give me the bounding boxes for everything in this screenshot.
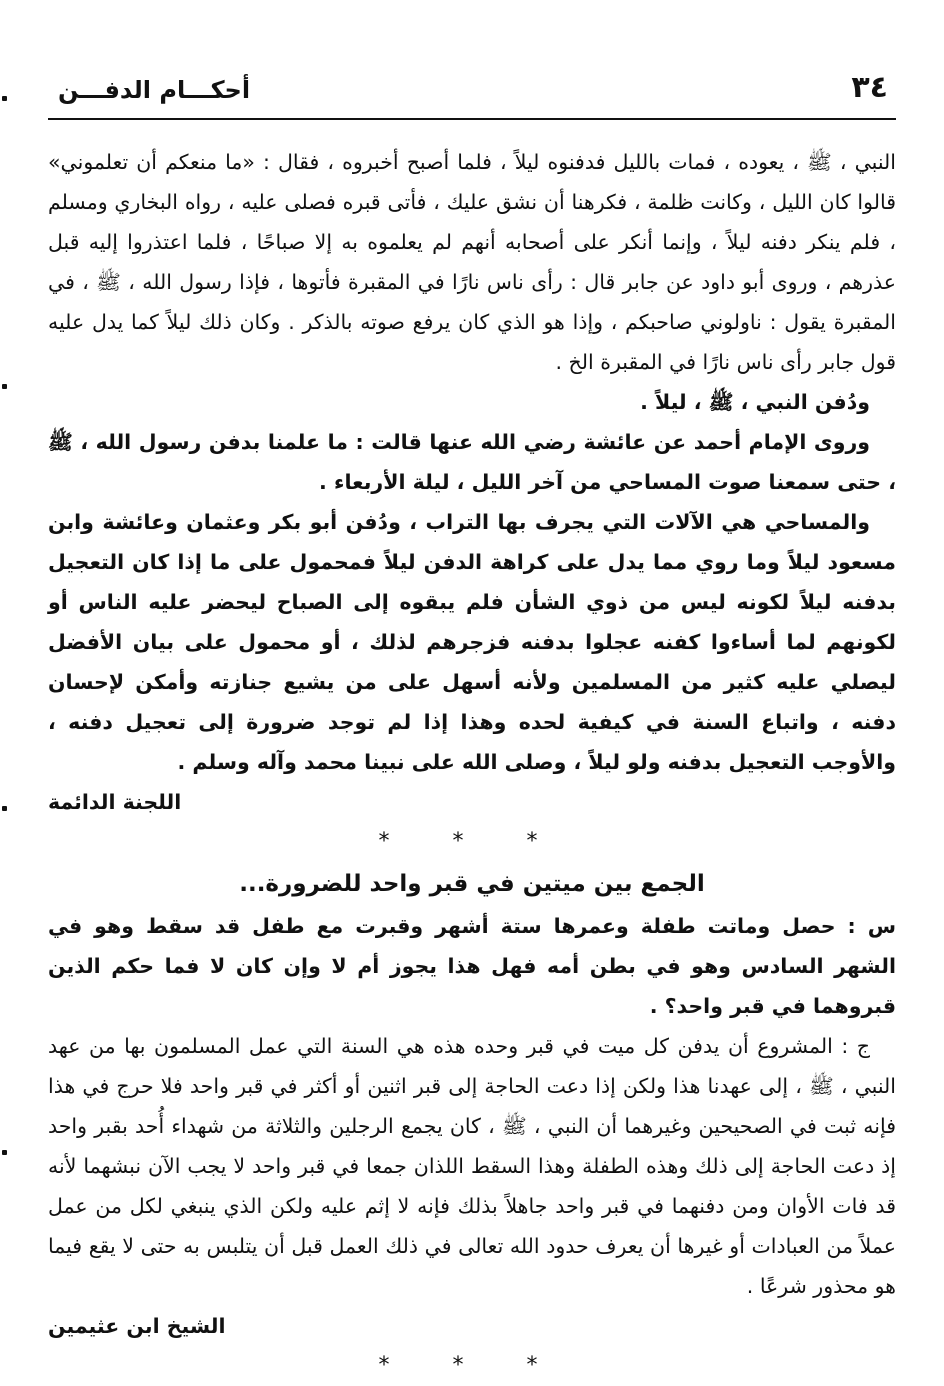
paragraph: ودُفن النبي ، ﷺ ، ليلاً . [640, 390, 870, 414]
question: س : حصل وماتت طفلة وعمرها ستة أشهر وقبرت مع طفل قد سقط وهو في الشهر السادس وهو في بطن أمه فهل هذا يجوز أم لا وإن كان لا فما حكم الذين قبروهما في قبر واحد؟ . [48, 914, 896, 1018]
separator: * * * [378, 1353, 566, 1378]
margin-mark [2, 806, 7, 811]
header-rule [48, 118, 896, 120]
signature: اللجنة الدائمة [48, 790, 182, 814]
section-heading: الجمع بين ميتين في قبر واحد للضرورة... [239, 871, 705, 897]
margin-mark [2, 1150, 7, 1155]
signature: الشيخ ابن عثيمين [48, 1314, 226, 1338]
margin-mark [2, 96, 7, 101]
page-header [48, 70, 896, 114]
answer: ج : المشروع أن يدفن كل ميت في قبر وحده هذه هي السنة التي عمل المسلمون بها من عهد النبي ، ﷺ ، إلى عهدنا هذا ولكن إذا دعت الحاجة إلى قبر اثنين أو أكثر في قبر واحد فلا حرج في هذا فإنه ثبت في الصحيحين وغيرهما أن النبي ، ﷺ ، كان يجمع الرجلين والثلاثة من شهداء أُحد بقبر واحد إذ دعت الحاجة إلى ذلك وهذه الطفلة وهذا السقط اللذان جمعا في قبر واحد لا يجب الآن نبشهما لأنه قد فات الأوان ومن دفنهما في قبر واحد جاهلاً بذلك فإنه لا إثم عليه ولكن الذي ينبغي لكل من عمل عملاً من العبادات أو غيرها أن يعرف حدود الله تعالى في ذلك العمل قبل أن يتلبس به حتى لا يقع فيما هو محذور شرعًا . [48, 1034, 896, 1298]
page-number: ٣٤ [851, 70, 888, 105]
separator: * * * [378, 829, 566, 854]
margin-mark [2, 384, 7, 389]
paragraph: النبي ، ﷺ ، يعوده ، فمات بالليل فدفنوه ليلاً ، فلما أصبح أخبروه ، فقال : «ما منعكم أن تعلموني» قالوا كان الليل ، وكانت ظلمة ، فكرهنا أن نشق عليك ، فأتى قبره فصلى عليه ، رواه البخاري ومسلم ، فلم ينكر دفنه ليلاً ، وإنما أنكر على أصحابه أنهم لم يعلموه به إلا صباحًا ، فلما اعتذروا إليه قبل عذرهم ، وروى أبو داود عن جابر قال : رأى ناس نارًا في المقبرة فأتوها ، فإذا رسول الله ، ﷺ ، في المقبرة يقول : ناولوني صاحبكم ، وإذا هو الذي كان يرفع صوته بالذكر . وكان ذلك ليلاً كما يدل عليه قول جابر رأى ناس نارًا في المقبرة الخ . [48, 150, 896, 374]
paragraph: والمساحي هي الآلات التي يجرف بها التراب ، ودُفن أبو بكر وعثمان وعائشة وابن مسعود ليلاً وما روي مما يدل على كراهة الدفن ليلاً فمحمول على ما إذا كان التعجيل بدفنه ليلاً لكونه ليس من ذوي الشأن فلم يبقوه إلى الصباح ليحضر عليه الناس أو لكونهم لما أساءوا كفنه عجلوا بدفنه فزجرهم لذلك ، أو محمول على بيان الأفضل ليصلي عليه كثير من المسلمين ولأنه أسهل على من يشيع جنازته وأمكن لإحسان دفنه ، واتباع السنة في كيفية لحده وهذا إذا لم توجد ضرورة إلى تعجيل دفنه ، والأوجب التعجيل بدفنه ولو ليلاً ، وصلى الله على نبينا محمد وآله وسلم . [48, 510, 896, 774]
body-text [48, 142, 896, 1386]
running-title: أحكـــام الدفـــن [58, 76, 251, 104]
paragraph: وروى الإمام أحمد عن عائشة رضي الله عنها قالت : ما علمنا بدفن رسول الله ، ﷺ ، حتى سمعنا صوت المساحي من آخر الليل ، ليلة الأربعاء . [48, 430, 896, 494]
